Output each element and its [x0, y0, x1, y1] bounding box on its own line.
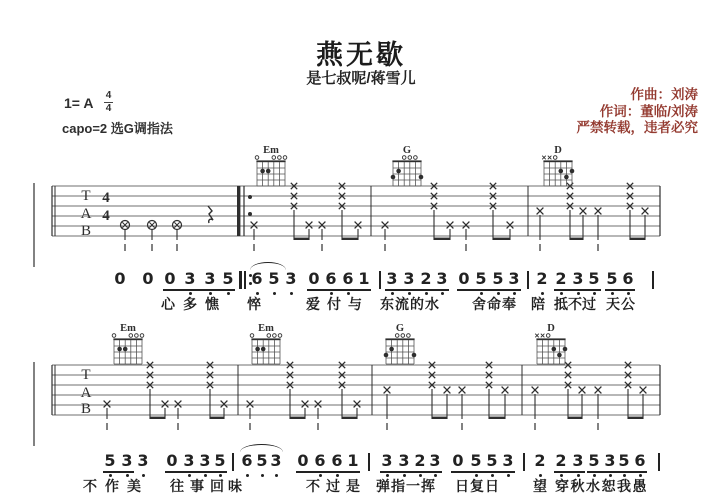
- jianpu-number: 1: [358, 269, 370, 288]
- jianpu-barline: [523, 453, 525, 471]
- jianpu-barline: [652, 271, 654, 289]
- svg-text:4: 4: [102, 208, 110, 224]
- svg-text:D: D: [547, 323, 555, 334]
- chord-diagram-g: [383, 142, 431, 194]
- jianpu-number: 3: [604, 451, 616, 470]
- jianpu-number: 3: [137, 451, 149, 470]
- jianpu-number: 6: [331, 451, 343, 470]
- jianpu-repeat-thin-bar: [244, 271, 246, 289]
- jianpu-beam-underline: [380, 471, 442, 473]
- jianpu-number: 2: [536, 269, 548, 288]
- jianpu-number: 6: [325, 269, 337, 288]
- lyrics-phrase: 爱付与: [306, 296, 369, 312]
- jianpu-number: 3: [429, 451, 441, 470]
- jianpu-barline: [368, 453, 370, 471]
- jianpu-number: 2: [414, 451, 426, 470]
- jianpu-number: 6: [342, 269, 354, 288]
- svg-text:B: B: [80, 223, 92, 239]
- chord-diagram-d: [527, 320, 575, 372]
- jianpu-number: 3: [184, 269, 196, 288]
- jianpu-octave-dot: [273, 292, 276, 295]
- lyrics-phrase: 悴: [247, 296, 261, 312]
- jianpu-number: 5: [214, 451, 226, 470]
- svg-text:Em: Em: [120, 323, 136, 334]
- jianpu-number: 0: [452, 451, 464, 470]
- jianpu-number: 3: [508, 269, 520, 288]
- jianpu-number: 0: [297, 451, 309, 470]
- jianpu-beam-underline: [296, 471, 360, 473]
- tab-staff-2: [34, 362, 660, 446]
- jianpu-beam-underline: [307, 289, 371, 291]
- jianpu-number: 1: [347, 451, 359, 470]
- jianpu-octave-dot: [441, 292, 444, 295]
- jianpu-number: 2: [420, 269, 432, 288]
- jianpu-number: 5: [222, 269, 234, 288]
- jianpu-number: 3: [386, 269, 398, 288]
- svg-text:A: A: [80, 385, 92, 401]
- chord-diagram-em: [247, 142, 295, 194]
- jianpu-beam-underline: [385, 289, 449, 291]
- jianpu-number: 5: [588, 451, 600, 470]
- jianpu-number: 3: [502, 451, 514, 470]
- lyrics-phrase: 抵不过: [554, 296, 596, 312]
- jianpu-octave-dot: [290, 292, 293, 295]
- song-artist: 是七叔呢/蒋雪儿: [306, 70, 416, 87]
- jianpu-beam-underline: [605, 289, 635, 291]
- lyrics-phrase: 天公: [606, 296, 636, 312]
- jianpu-number: 5: [470, 451, 482, 470]
- jianpu-number: 6: [251, 269, 263, 288]
- lyrics-phrase: 穿秋水恕我愚: [555, 478, 648, 494]
- jianpu-number: 3: [199, 451, 211, 470]
- capo-info: capo=2 选G调指法: [62, 121, 173, 136]
- jianpu-number: 5: [492, 269, 504, 288]
- lyrics-phrase: 味: [228, 478, 242, 494]
- jianpu-number: 5: [256, 451, 268, 470]
- chord-diagram-d: [534, 142, 582, 194]
- jianpu-beam-underline: [554, 471, 585, 473]
- svg-text:G: G: [395, 323, 405, 334]
- svg-text:Em: Em: [258, 323, 274, 334]
- svg-text:Em: Em: [263, 145, 279, 156]
- jianpu-number: 6: [241, 451, 253, 470]
- jianpu-number: 3: [436, 269, 448, 288]
- key-signature: 1= A: [64, 95, 94, 111]
- jianpu-octave-dot: [246, 474, 249, 477]
- svg-text:B: B: [80, 401, 92, 417]
- lyrics-phrase: 不过是: [306, 478, 366, 494]
- jianpu-octave-dot: [261, 474, 264, 477]
- jianpu-number: 3: [121, 451, 133, 470]
- jianpu-octave-dot: [507, 474, 510, 477]
- jianpu-number: 0: [142, 269, 154, 288]
- jianpu-beam-underline: [451, 471, 515, 473]
- chord-diagram-em: [104, 320, 152, 372]
- composer-credit: 作曲：刘涛: [630, 87, 698, 102]
- jianpu-number: 5: [486, 451, 498, 470]
- lyrics-phrase: 东流的水: [380, 296, 440, 312]
- lyricist-credit: 作词：董临/刘涛: [599, 103, 698, 119]
- jianpu-number: 5: [588, 269, 600, 288]
- lyrics-phrase: 陪: [531, 296, 545, 312]
- chord-diagram-em: [242, 320, 290, 372]
- jianpu-octave-dot: [275, 474, 278, 477]
- jianpu-number: 3: [572, 269, 584, 288]
- lyrics-phrase: 舍命奉: [472, 296, 517, 312]
- lyrics-phrase: 不作美: [83, 478, 149, 494]
- jianpu-number: 3: [572, 451, 584, 470]
- jianpu-number: 2: [555, 451, 567, 470]
- svg-text:4: 4: [102, 190, 110, 206]
- jianpu-number: 2: [534, 451, 546, 470]
- jianpu-barline: [527, 271, 529, 289]
- song-title: 燕无歇: [316, 40, 406, 70]
- time-signature-bottom: 4: [105, 103, 112, 114]
- svg-text:T: T: [81, 367, 91, 383]
- jianpu-beam-underline: [163, 289, 235, 291]
- jianpu-number: 2: [555, 269, 567, 288]
- jianpu-number: 5: [268, 269, 280, 288]
- jianpu-number: 6: [622, 269, 634, 288]
- lyrics-phrase: 心多憔: [161, 296, 227, 312]
- chord-diagram-g: [376, 320, 424, 372]
- jianpu-number: 6: [634, 451, 646, 470]
- jianpu-number: 0: [164, 269, 176, 288]
- jianpu-beam-underline: [457, 289, 521, 291]
- jianpu-number: 6: [314, 451, 326, 470]
- jianpu-beam-underline: [554, 289, 601, 291]
- lyrics-phrase: 弹指一挥: [376, 478, 436, 494]
- tab-staff-1: [34, 183, 660, 267]
- svg-text:D: D: [554, 145, 562, 156]
- lyrics-phrase: 日复日: [455, 478, 500, 494]
- jianpu-barline: [379, 271, 381, 289]
- svg-text:A: A: [80, 206, 92, 222]
- jianpu-number: 3: [285, 269, 297, 288]
- jianpu-number: 0: [308, 269, 320, 288]
- jianpu-number: 5: [104, 451, 116, 470]
- svg-text:G: G: [402, 145, 412, 156]
- lyrics-phrase: 望: [533, 478, 547, 494]
- jianpu-number: 5: [475, 269, 487, 288]
- jianpu-barline: [232, 453, 234, 471]
- jianpu-repeat-bar: [239, 271, 242, 289]
- jianpu-number: 3: [204, 269, 216, 288]
- jianpu-number: 3: [398, 451, 410, 470]
- svg-text:T: T: [81, 188, 91, 204]
- copyright-warning: 严禁转载，违者必究: [576, 120, 698, 135]
- time-signature-top: 4: [105, 90, 112, 101]
- jianpu-beam-underline: [617, 471, 647, 473]
- jianpu-beam-underline: [587, 471, 617, 473]
- jianpu-number: 0: [166, 451, 178, 470]
- jianpu-number: 3: [381, 451, 393, 470]
- jianpu-number: 5: [606, 269, 618, 288]
- lyrics-phrase: 往事回: [170, 478, 230, 494]
- jianpu-number: 3: [270, 451, 282, 470]
- jianpu-barline: [658, 453, 660, 471]
- jianpu-number: 3: [403, 269, 415, 288]
- jianpu-beam-underline: [165, 471, 227, 473]
- jianpu-number: 5: [618, 451, 630, 470]
- jianpu-number: 3: [183, 451, 195, 470]
- jianpu-number: 0: [114, 269, 126, 288]
- jianpu-number: 0: [458, 269, 470, 288]
- jianpu-beam-underline: [103, 471, 134, 473]
